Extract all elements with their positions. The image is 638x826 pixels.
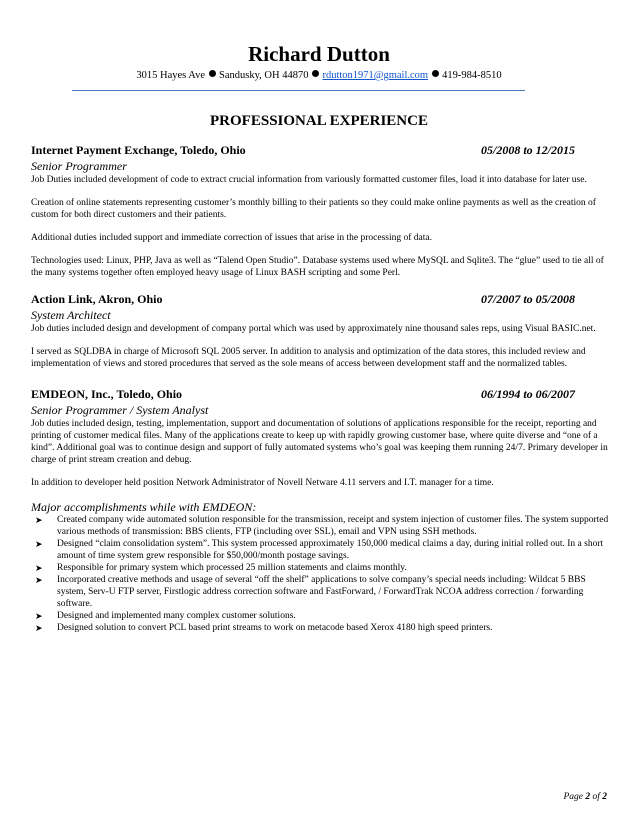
list-item-text: Designed and implemented many complex customer solutions. [57, 611, 296, 621]
page-current: 2 [585, 792, 591, 802]
list-item [31, 538, 613, 562]
job-dates: 07/2007 to 05/2008 [480, 292, 575, 306]
job-entry [31, 387, 613, 634]
job-company: Action Link, Akron, Ohio [31, 292, 163, 306]
arrow-bullet-icon: ➤ [35, 623, 43, 633]
contact-line [0, 70, 638, 81]
arrow-bullet-icon: ➤ [35, 539, 43, 549]
page-total: 2 [602, 792, 607, 802]
job-paragraph: Creation of online statements representing customer’s monthly billing to their patients so they could make online payments as well as the creation of custom for both direct customers and their patients. [31, 198, 596, 220]
list-item-text: Responsible for primary system which processed 25 million statements and claims monthly. [57, 563, 407, 573]
bullet-dot-icon [432, 70, 439, 77]
job-paragraph: In addition to developer held position Network Administrator of Novell Netware 4.11 servers and I.T. manager for a time. [31, 478, 494, 488]
candidate-name: Richard Dutton [248, 42, 390, 66]
list-item [31, 610, 613, 622]
header-divider [72, 90, 525, 91]
job-paragraph: Additional duties included support and immediate correction of issues that arise in the processing of data. [31, 233, 433, 243]
job-header [31, 387, 613, 403]
city: Sandusky, OH 44870 [219, 70, 309, 81]
list-item-text: Designed “claim consolidation system”. This system processed approximately 150,000 medical claims a day, during initial rolled out. In a short amount of time system grew responsible for $50,000/month postage savings. [57, 539, 604, 561]
job-role: Senior Programmer [31, 159, 127, 173]
job-header [31, 292, 613, 308]
list-item [31, 622, 613, 634]
job-paragraph: Job Duties included development of code to extract crucial information from variously formatted customer files, load it into database for later use. [31, 175, 587, 185]
page-label: Page [563, 792, 583, 802]
job-dates: 06/1994 to 06/2007 [480, 387, 575, 401]
accomplishments-title: Major accomplishments while with EMDEON: [31, 500, 257, 514]
job-dates: 05/2008 to 12/2015 [480, 143, 575, 157]
bullet-dot-icon [312, 70, 319, 77]
list-item-text: Incorporated creative methods and usage of several “off the shelf” applications to solve company’s special needs including: Wildcat 5 BBS system, Serv-U FTP server, Firstlogic address correction software and FastForward, / ForwardTrak NCOA address correction / forwarding software. [57, 575, 586, 609]
job-role: System Architect [31, 308, 111, 322]
list-item [31, 562, 613, 574]
phone: 419-984-8510 [442, 70, 502, 81]
job-paragraph: Technologies used: Linux, PHP, Java as well as “Talend Open Studio”. Database systems used where MySQL and Sqlite3. The “glue” used to tie all of the many systems together often employed heavy usage of Linux BASH scripting and some Perl. [31, 256, 604, 278]
job-entry [31, 292, 613, 381]
job-header [31, 143, 613, 159]
accomplishments-list [31, 514, 613, 634]
job-paragraph: Job duties included design, testing, implementation, support and documentation of solutions of applications responsible for the receipt, reporting and printing of customer medical files. Many of the applications create to keep up with rapidly growing customer base, where quite diverse and “one of a kind”. Additional goal was to continue design and support of fully automated systems who’s goal was keeping them running 24/7. Primary developer in charge of print stream creation and debug. [31, 419, 608, 465]
job-company: Internet Payment Exchange, Toledo, Ohio [31, 143, 246, 157]
list-item [31, 514, 613, 538]
arrow-bullet-icon: ➤ [35, 575, 43, 585]
bullet-dot-icon [209, 70, 216, 77]
arrow-bullet-icon: ➤ [35, 563, 43, 573]
arrow-bullet-icon: ➤ [35, 611, 43, 621]
job-company: EMDEON, Inc., Toledo, Ohio [31, 387, 183, 401]
job-paragraph: Job duties included design and development of company portal which was used by approximately nine thousand sales reps, using Visual BASIC.net. [31, 324, 596, 334]
page-of: of [592, 792, 600, 802]
page-number [563, 792, 607, 802]
list-item-text: Created company wide automated solution responsible for the transmission, receipt and system injection of customer files. The system supported various methods of transmission: BBS clients, FTP (including over SSL), email and VPN using SSH methods. [57, 515, 609, 537]
list-item [31, 574, 613, 610]
job-role: Senior Programmer / System Analyst [31, 403, 209, 417]
arrow-bullet-icon: ➤ [35, 515, 43, 525]
section-title: PROFESSIONAL EXPERIENCE [210, 113, 428, 129]
job-paragraph: I served as SQLDBA in charge of Microsoft SQL 2005 server. In addition to analysis and optimization of the data stores, this included review and implementation of views and stored procedures that served as the sole means of access between development staff and the normalized tables. [31, 347, 586, 369]
address: 3015 Hayes Ave [136, 70, 206, 81]
job-entry [31, 143, 613, 290]
email-link[interactable]: rdutton1971@gmail.com [322, 70, 429, 81]
list-item-text: Designed solution to convert PCL based print streams to work on metacode based Xerox 4180 high speed printers. [57, 623, 493, 633]
